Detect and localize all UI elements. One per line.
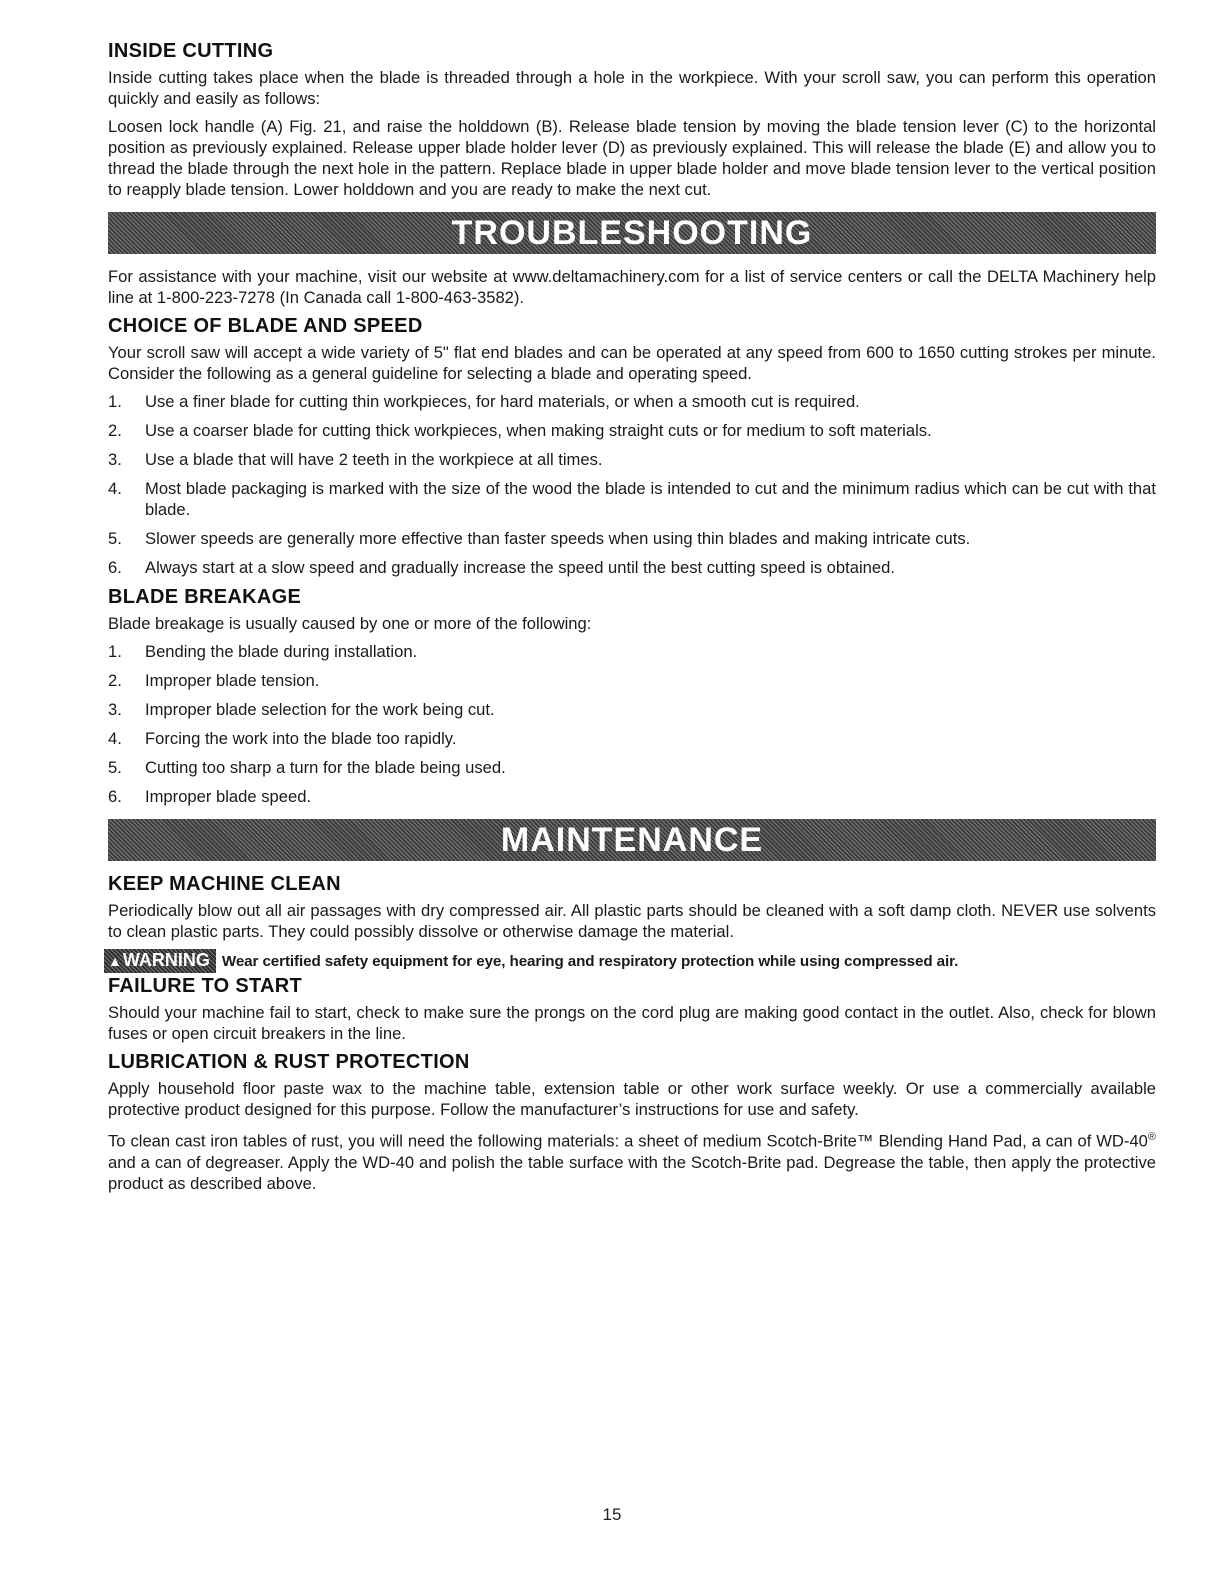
list-item-number: 3. [108, 700, 122, 719]
inside-cutting-heading: INSIDE CUTTING [108, 40, 274, 62]
list-item [108, 699, 1156, 720]
list-item [108, 478, 1156, 520]
choice-of-blade-section [108, 315, 1156, 578]
list-item-text: Improper blade selection for the work being cut. [145, 700, 495, 719]
blade-breakage-intro: Blade breakage is usually caused by one or more of the following: [108, 614, 592, 633]
lubrication-para-2-start: To clean cast iron tables of rust, you will need the following materials: a sheet of medium Scotch-Brite™ Blending Hand Pad, a can of WD-40 [108, 1131, 1148, 1151]
warning-notice [104, 949, 1156, 973]
blade-breakage-heading: BLADE BREAKAGE [108, 586, 302, 608]
troubleshooting-banner [108, 212, 1156, 254]
lubrication-para-2 [108, 1127, 1156, 1194]
list-item [108, 557, 1156, 578]
list-item-number: 4. [108, 479, 122, 498]
list-item-text: Bending the blade during installation. [145, 642, 418, 661]
warning-badge [104, 949, 216, 973]
list-item-number: 2. [108, 671, 122, 690]
list-item [108, 420, 1156, 441]
warning-text: Wear certified safety equipment for eye, hearing and respiratory protection while using compressed air. [221, 952, 959, 970]
list-item-text: Use a finer blade for cutting thin workpieces, for hard materials, or when a smooth cut is required. [145, 392, 860, 411]
warning-badge-label: WARNING [122, 950, 210, 970]
list-item-number: 1. [108, 392, 122, 411]
list-item [108, 391, 1156, 412]
list-item-number: 4. [108, 729, 122, 748]
list-item-text: Always start at a slow speed and gradually increase the speed until the best cutting speed is obtained. [145, 558, 895, 577]
list-item-text: Forcing the work into the blade too rapidly. [145, 729, 457, 748]
choice-of-blade-intro: Your scroll saw will accept a wide variety of 5" flat end blades and can be operated at any speed from 600 to 1650 cutting strokes per minute. Consider the following as a general guideline for selecting a blade and operating speed. [108, 343, 1156, 383]
list-item [108, 449, 1156, 470]
blade-breakage-section [108, 586, 1156, 807]
lubrication-heading: LUBRICATION & RUST PROTECTION [108, 1051, 470, 1073]
list-item-text: Most blade packaging is marked with the size of the wood the blade is intended to cut and the minimum radius which can be cut with that blade. [145, 479, 1156, 519]
failure-to-start-para: Should your machine fail to start, check to make sure the prongs on the cord plug are making good contact in the outlet. Also, check for blown fuses or open circuit breakers in the line. [108, 1003, 1156, 1043]
list-item [108, 670, 1156, 691]
failure-to-start-section [108, 975, 1156, 1044]
list-item-text: Slower speeds are generally more effective than faster speeds when using thin blades and making intricate cuts. [145, 529, 971, 548]
list-item-number: 2. [108, 421, 122, 440]
list-item-text: Use a coarser blade for cutting thick workpieces, when making straight cuts or for medium to soft materials. [145, 421, 932, 440]
list-item-number: 3. [108, 450, 122, 469]
page-number: 15 [602, 1505, 622, 1524]
list-item [108, 528, 1156, 549]
list-item-text: Improper blade tension. [145, 671, 320, 690]
list-item-number: 1. [108, 642, 122, 661]
inside-cutting-para-2: Loosen lock handle (A) Fig. 21, and raise the holddown (B). Release blade tension by moving the blade tension lever (C) to the horizontal position as previously explained. Release upper blade holder lever (D) as previously explained. This will release the blade (E) and allow you to thread the blade through the next hole in the pattern. Replace blade in upper blade holder and move blade tension lever to the vertical position to reapply blade tension. Lower holddown and you are ready to make the next cut. [108, 117, 1156, 199]
inside-cutting-para-1: Inside cutting takes place when the blade is threaded through a hole in the workpiece. With your scroll saw, you can perform this operation quickly and easily as follows: [108, 68, 1156, 108]
failure-to-start-heading: FAILURE TO START [108, 975, 303, 997]
troubleshooting-intro: For assistance with your machine, visit our website at www.deltamachinery.com for a list of service centers or call the DELTA Machinery help line at 1-800-223-7278 (In Canada call 1-800-463-3582). [108, 267, 1156, 307]
lubrication-section [108, 1051, 1156, 1194]
manual-page [108, 40, 1156, 1201]
keep-clean-heading: KEEP MACHINE CLEAN [108, 873, 341, 895]
keep-clean-section [108, 873, 1156, 942]
keep-clean-para: Periodically blow out all air passages with dry compressed air. All plastic parts should be cleaned with a soft damp cloth. NEVER use solvents to clean plastic parts. They could possibly dissolve or otherwise damage the material. [108, 901, 1156, 941]
list-item [108, 728, 1156, 749]
warning-triangle-icon: ▲ [108, 952, 122, 969]
lubrication-para-2-end: and a can of degreaser. Apply the WD-40 and polish the table surface with the Scotch-Brite pad. Degrease the table, then apply the protective product as described above. [108, 1152, 1156, 1193]
lubrication-para-1: Apply household floor paste wax to the machine table, extension table or other work surface weekly. Or use a commercially available protective product designed for this purpose. Follow the manufacturer’s instructions for use and safety. [108, 1079, 1156, 1119]
registered-mark: ® [1147, 1131, 1156, 1143]
list-item-number: 5. [108, 529, 122, 548]
list-item-number: 6. [108, 787, 122, 806]
list-item [108, 641, 1156, 662]
inside-cutting-section [108, 40, 1156, 200]
list-item [108, 757, 1156, 778]
choice-of-blade-list [108, 391, 1156, 578]
list-item-text: Improper blade speed. [145, 787, 312, 806]
list-item-number: 6. [108, 558, 122, 577]
blade-breakage-list [108, 641, 1156, 807]
maintenance-banner [108, 819, 1156, 861]
choice-of-blade-heading: CHOICE OF BLADE AND SPEED [108, 315, 423, 337]
maintenance-banner-title: MAINTENANCE [500, 821, 764, 859]
list-item-number: 5. [108, 758, 122, 777]
list-item-text: Use a blade that will have 2 teeth in the workpiece at all times. [145, 450, 603, 469]
troubleshooting-banner-title: TROUBLESHOOTING [451, 214, 813, 252]
list-item-text: Cutting too sharp a turn for the blade being used. [145, 758, 506, 777]
list-item [108, 786, 1156, 807]
